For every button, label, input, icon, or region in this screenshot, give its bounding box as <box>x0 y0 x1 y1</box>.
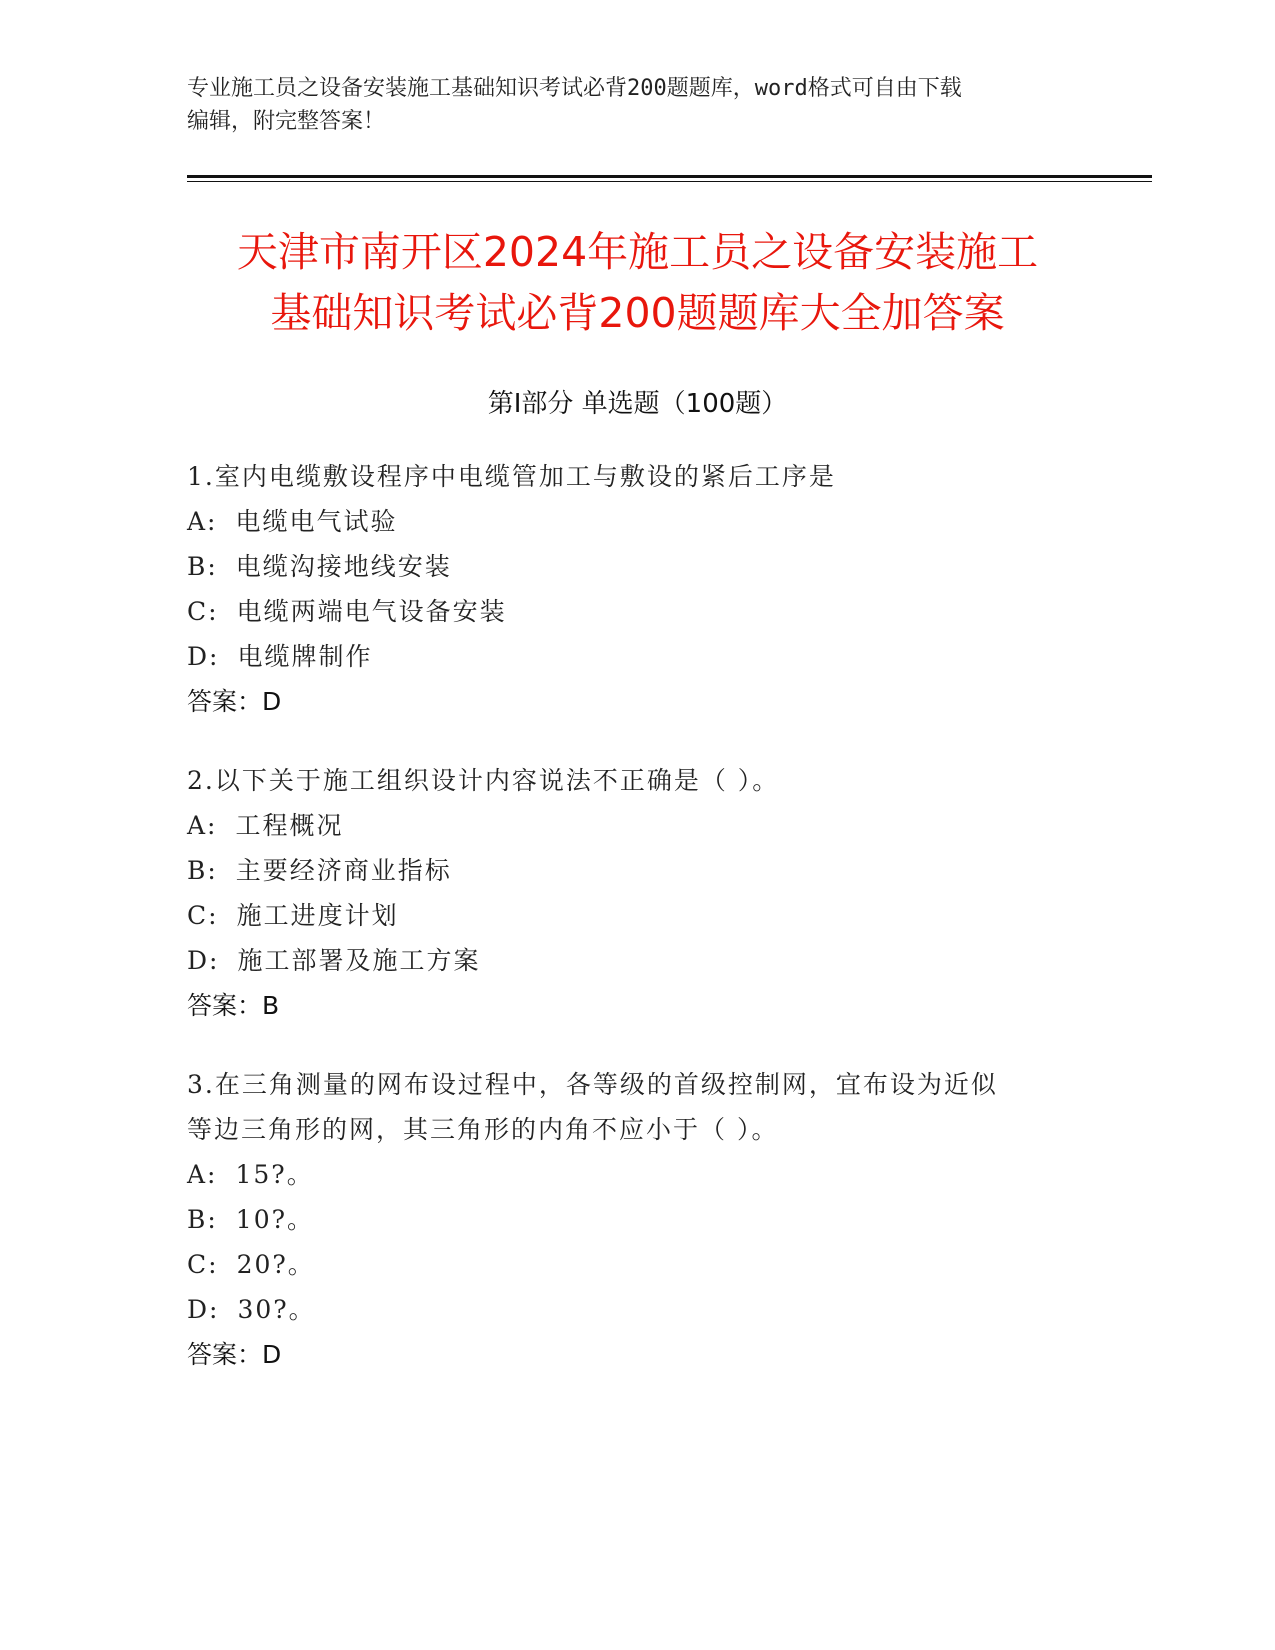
option-b <box>187 1197 1087 1242</box>
option-text: 电缆牌制作 <box>237 642 373 671</box>
header-note <box>187 72 1087 138</box>
option-text: 工程概况 <box>235 811 344 840</box>
option-d <box>187 938 1087 983</box>
question-stem-line: 3.在三角测量的网布设过程中，各等级的首级控制网，宜布设为近似 <box>187 1070 998 1099</box>
answer-line: 答案：B <box>187 991 280 1020</box>
option-d <box>187 634 1087 679</box>
option-c <box>187 1242 1087 1287</box>
question-stem-line: 等边三角形的网，其三角形的内角不应小于（ ）。 <box>187 1115 779 1144</box>
option-letter: C: <box>187 901 219 930</box>
option-text: 施工部署及施工方案 <box>237 946 481 975</box>
option-letter: A: <box>187 1160 218 1189</box>
question-stem-line: 2.以下关于施工组织设计内容说法不正确是（ ）。 <box>187 766 780 795</box>
document-title <box>130 222 1145 344</box>
option-letter: A: <box>187 811 218 840</box>
section-title: 第Ⅰ部分 单选题（100题） <box>487 389 788 419</box>
option-c <box>187 893 1087 938</box>
option-a <box>187 1152 1087 1197</box>
option-text: 20?。 <box>236 1250 315 1279</box>
question-1 <box>187 454 1087 724</box>
header-divider-thin <box>187 181 1152 182</box>
question-3 <box>187 1062 1087 1377</box>
option-letter: C: <box>187 1250 219 1279</box>
option-a <box>187 803 1087 848</box>
option-text: 电缆沟接地线安装 <box>235 552 452 581</box>
option-text: 电缆两端电气设备安装 <box>236 597 507 626</box>
option-letter: D: <box>187 642 220 671</box>
option-text: 15?。 <box>235 1160 314 1189</box>
option-c <box>187 589 1087 634</box>
option-d <box>187 1287 1087 1332</box>
option-b <box>187 544 1087 589</box>
option-text: 电缆电气试验 <box>235 507 398 536</box>
question-stem <box>187 1062 1087 1152</box>
header-divider-thick <box>187 175 1152 178</box>
question-stem-line: 1.室内电缆敷设程序中电缆管加工与敷设的紧后工序是 <box>187 462 836 491</box>
answer-line: 答案：D <box>187 1340 282 1369</box>
option-letter: B: <box>187 1205 218 1234</box>
answer-line: 答案：D <box>187 687 282 716</box>
header-note-line-1: 专业施工员之设备安装施工基础知识考试必背200题题库，word格式可自由下载 <box>187 76 962 101</box>
option-b <box>187 848 1087 893</box>
header-note-line-2: 编辑，附完整答案！ <box>187 109 386 134</box>
option-letter: B: <box>187 856 218 885</box>
question-stem <box>187 758 1087 803</box>
document-title-line-1: 天津市南开区2024年施工员之设备安装施工 <box>236 228 1039 276</box>
option-text: 30?。 <box>237 1295 316 1324</box>
question-2 <box>187 758 1087 1028</box>
option-a <box>187 499 1087 544</box>
option-letter: D: <box>187 1295 220 1324</box>
option-text: 10?。 <box>235 1205 315 1234</box>
option-text: 主要经济商业指标 <box>235 856 452 885</box>
option-letter: C: <box>187 597 219 626</box>
document-title-line-2: 基础知识考试必背200题题库大全加答案 <box>270 289 1005 337</box>
option-letter: D: <box>187 946 220 975</box>
option-letter: A: <box>187 507 218 536</box>
question-stem <box>187 454 1087 499</box>
option-text: 施工进度计划 <box>236 901 399 930</box>
option-letter: B: <box>187 552 218 581</box>
